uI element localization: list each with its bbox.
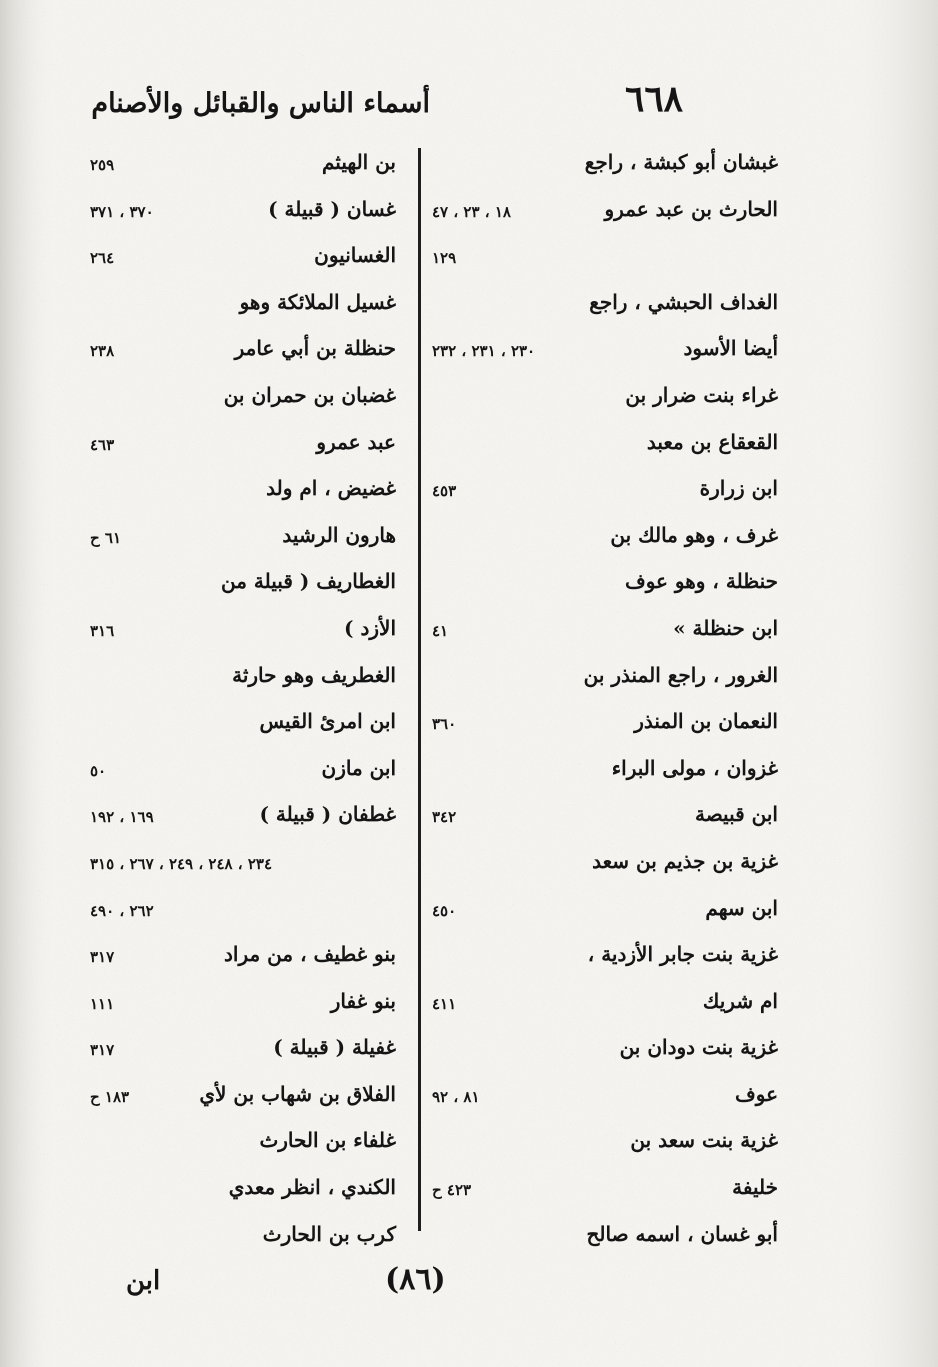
entry-name: غسان ( قبيلة ) bbox=[268, 196, 396, 221]
entry-name: ابن مازن bbox=[321, 755, 396, 780]
entry-name: غزية بن جذيم بن سعد bbox=[592, 848, 778, 873]
index-entry bbox=[432, 1125, 782, 1172]
index-entry bbox=[432, 1219, 782, 1266]
entry-name: الحارث بن عبد عمرو bbox=[604, 196, 778, 221]
index-entry bbox=[432, 194, 782, 241]
entry-name: خليفة bbox=[732, 1175, 778, 1200]
index-entry bbox=[90, 1125, 410, 1172]
entry-name: غبشان أبو كبشة ، راجع bbox=[584, 150, 778, 174]
entry-page-refs: ٤٥٠ bbox=[432, 901, 457, 920]
page-header-title: أسماء الناس والقبائل والأصنام bbox=[91, 88, 430, 119]
index-entry bbox=[432, 893, 782, 940]
entry-name: ابن امرئ القيس bbox=[259, 709, 396, 734]
index-entry bbox=[90, 333, 410, 380]
entry-name: الفلاق بن شهاب بن لأي bbox=[199, 1081, 396, 1106]
entry-page-refs: ٢٦٢ ، ٤٩٠ bbox=[90, 901, 154, 920]
entry-page-refs: ٢٣٤ ، ٢٤٨ ، ٢٤٩ ، ٢٦٧ ، ٣١٥ bbox=[90, 854, 273, 873]
index-entry bbox=[90, 1079, 410, 1126]
entry-name: بنو غفار bbox=[330, 988, 396, 1013]
index-entry bbox=[90, 706, 410, 753]
index-entry bbox=[432, 660, 782, 707]
entry-page-refs: ٣٧٠ ، ٣٧١ bbox=[90, 202, 154, 221]
index-entry bbox=[90, 380, 410, 427]
entry-page-refs: ٤٥٣ bbox=[432, 482, 457, 501]
entry-name: غفيلة ( قبيلة ) bbox=[273, 1035, 396, 1060]
entry-page-refs: ١٨ ، ٢٣ ، ٤٧ bbox=[432, 202, 511, 221]
entry-page-refs: ٢٣٨ bbox=[90, 342, 115, 361]
index-entry bbox=[432, 799, 782, 846]
entry-page-refs: ٤١١ bbox=[432, 994, 457, 1013]
index-entry bbox=[432, 333, 782, 380]
entry-name: الكندي ، انظر معدي bbox=[228, 1175, 396, 1200]
entry-name: غضيض ، ام ولد bbox=[266, 476, 396, 501]
entry-name: غضبان بن حمران بن bbox=[223, 382, 396, 407]
index-entry bbox=[432, 147, 782, 194]
index-entry bbox=[90, 939, 410, 986]
index-entry bbox=[90, 473, 410, 520]
entry-name: ابن سهم bbox=[705, 895, 778, 920]
entry-name: الغطاريف ( قبيلة من bbox=[221, 569, 396, 594]
entry-name: غطفان ( قبيلة ) bbox=[259, 802, 396, 827]
column-divider bbox=[418, 148, 421, 1231]
index-entry bbox=[432, 1032, 782, 1079]
entry-name: أبو غسان ، اسمه صالح bbox=[586, 1221, 778, 1246]
entry-page-refs: ٣١٦ bbox=[90, 621, 115, 640]
index-entry bbox=[90, 427, 410, 474]
index-entry bbox=[432, 566, 782, 613]
index-entry bbox=[432, 1079, 782, 1126]
index-entry bbox=[432, 939, 782, 986]
entry-page-refs: ٦١ ح bbox=[90, 528, 122, 547]
index-entry bbox=[432, 986, 782, 1033]
page-footer-number: (٨٦) bbox=[385, 1262, 446, 1297]
entry-page-refs: ٣٤٢ bbox=[432, 808, 457, 827]
entry-name: الغسانيون bbox=[314, 243, 396, 268]
index-entry bbox=[90, 799, 410, 846]
index-entry bbox=[432, 473, 782, 520]
index-column-right bbox=[432, 147, 782, 1265]
index-entry bbox=[90, 846, 410, 893]
index-entry bbox=[90, 986, 410, 1033]
entry-name: أيضا الأسود bbox=[683, 336, 778, 361]
index-entry bbox=[432, 846, 782, 893]
entry-page-refs: ١٦٩ ، ١٩٢ bbox=[90, 808, 154, 827]
entry-name: الغرور ، راجع المنذر بن bbox=[583, 662, 778, 687]
entry-name: ام شريك bbox=[702, 988, 778, 1013]
entry-name: غرف ، وهو مالك بن bbox=[610, 522, 778, 547]
entry-page-refs: ٢٥٩ bbox=[90, 156, 115, 174]
index-entry bbox=[432, 520, 782, 567]
entry-name: الغطريف وهو حارثة bbox=[232, 662, 396, 687]
entry-name: غزية بنت جابر الأزدية ، bbox=[587, 942, 778, 967]
index-entry bbox=[432, 427, 782, 474]
index-entry bbox=[90, 520, 410, 567]
index-entry bbox=[432, 753, 782, 800]
index-entry bbox=[90, 566, 410, 613]
entry-page-refs: ١٨٣ ح bbox=[90, 1087, 130, 1106]
entry-page-refs: ١١١ bbox=[90, 994, 115, 1013]
index-entry bbox=[90, 1219, 410, 1266]
entry-page-refs: ٣١٧ bbox=[90, 948, 115, 967]
entry-page-refs: ٤١ bbox=[432, 621, 449, 640]
entry-page-refs: ٣١٧ bbox=[90, 1041, 115, 1060]
entry-name: هارون الرشيد bbox=[282, 522, 396, 547]
entry-name: ابن قبيصة bbox=[694, 802, 778, 827]
entry-page-refs: ٤٦٣ bbox=[90, 435, 115, 454]
entry-name: عبد عمرو bbox=[316, 429, 396, 454]
entry-name: ابن حنظلة » bbox=[673, 615, 778, 640]
entry-name: بنو غطيف ، من مراد bbox=[224, 942, 396, 967]
entry-name: كرب بن الحارث bbox=[262, 1221, 396, 1246]
index-entry bbox=[90, 194, 410, 241]
entry-name: غزية بنت دودان بن bbox=[619, 1035, 778, 1060]
index-entry bbox=[432, 380, 782, 427]
entry-name: النعمان بن المنذر bbox=[634, 709, 778, 734]
entry-name: ابن زرارة bbox=[699, 476, 778, 501]
index-column-left bbox=[90, 147, 410, 1265]
index-entry bbox=[432, 706, 782, 753]
index-entry bbox=[90, 893, 410, 940]
index-entry bbox=[432, 613, 782, 660]
entry-name: حنظلة ، وهو عوف bbox=[624, 569, 778, 594]
entry-page-refs: ٣٦٠ bbox=[432, 715, 457, 734]
entry-name: غزوان ، مولى البراء bbox=[611, 755, 778, 780]
entry-name: بن الهيثم bbox=[321, 150, 396, 174]
index-entry bbox=[90, 287, 410, 334]
index-entry bbox=[432, 1172, 782, 1219]
index-entry bbox=[90, 1172, 410, 1219]
index-entry bbox=[432, 240, 782, 287]
entry-page-refs: ٤٢٣ ح bbox=[432, 1181, 472, 1200]
entry-name: عوف bbox=[735, 1081, 778, 1106]
entry-page-refs: ٢٣٠ ، ٢٣١ ، ٢٣٢ bbox=[432, 342, 536, 361]
index-entry bbox=[90, 1032, 410, 1079]
entry-name: الغداف الحبشي ، راجع bbox=[589, 289, 778, 314]
entry-page-refs: ٨١ ، ٩٢ bbox=[432, 1087, 480, 1106]
index-entry bbox=[90, 613, 410, 660]
index-entry bbox=[90, 660, 410, 707]
entry-name: حنظلة بن أبي عامر bbox=[234, 336, 396, 361]
entry-name: الأزد ) bbox=[344, 615, 396, 640]
entry-page-refs: ٢٦٤ bbox=[90, 249, 115, 268]
entry-name: القعقاع بن معبد bbox=[646, 429, 778, 454]
index-entry bbox=[90, 147, 410, 194]
index-entry bbox=[90, 753, 410, 800]
catchword: ابن bbox=[126, 1266, 161, 1296]
page-header-number: ٦٦٨ bbox=[625, 78, 684, 120]
entry-name: غلفاء بن الحارث bbox=[259, 1128, 396, 1153]
index-entry bbox=[90, 240, 410, 287]
entry-page-refs: ٥٠ bbox=[90, 761, 107, 780]
entry-page-refs: ١٢٩ bbox=[432, 249, 457, 268]
index-entry bbox=[432, 287, 782, 334]
entry-name: غسيل الملائكة وهو bbox=[239, 289, 396, 314]
entry-name: غراء بنت ضرار بن bbox=[625, 382, 778, 407]
entry-name: غزية بنت سعد بن bbox=[630, 1128, 778, 1153]
